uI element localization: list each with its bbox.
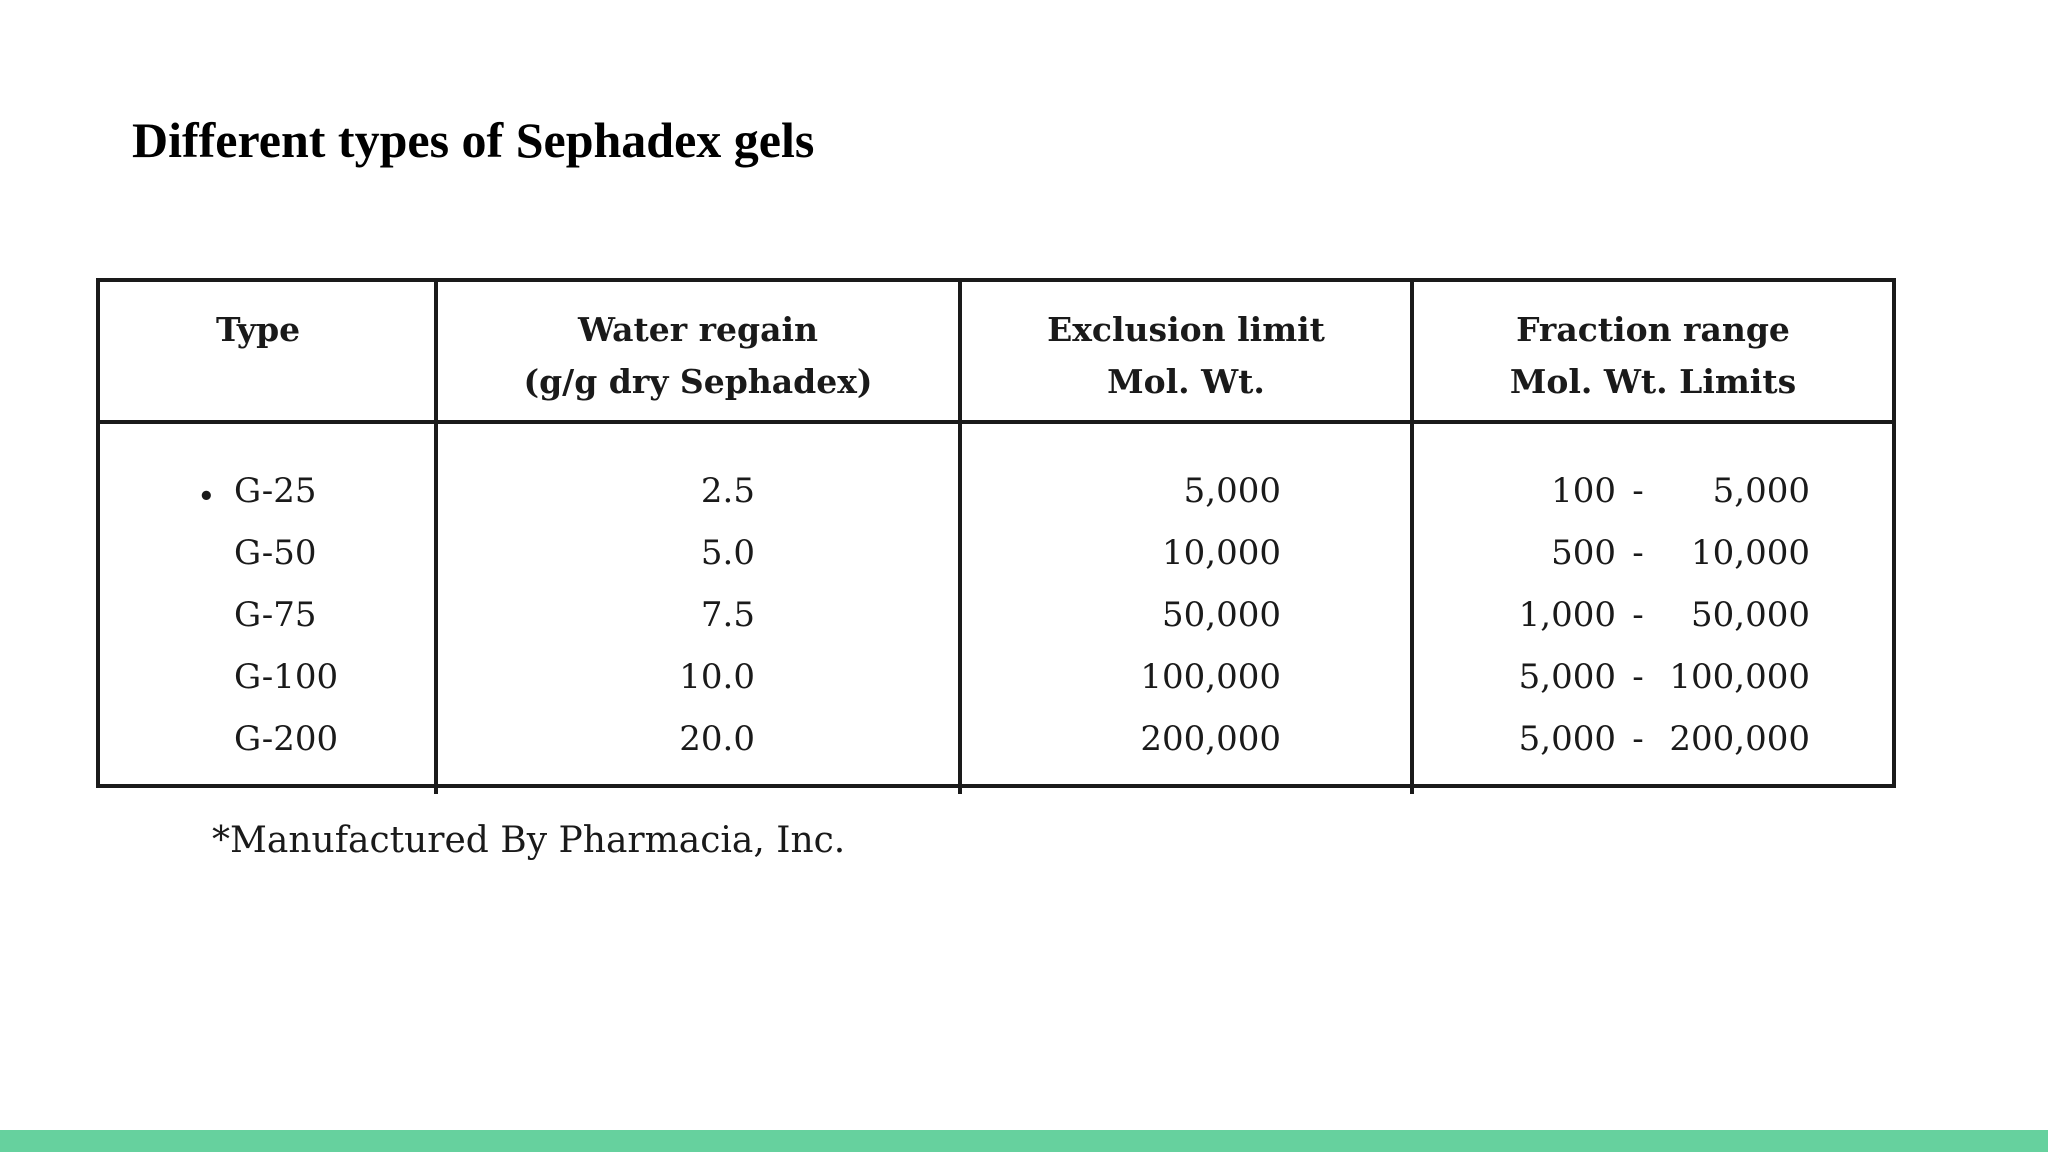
cell-water-regain [436, 646, 960, 708]
cell-type [100, 708, 436, 770]
cell-fraction-range [1412, 646, 1892, 708]
fraction-range-pair [1466, 719, 1810, 759]
fraction-range-separator: - [1632, 657, 1644, 697]
cell-fraction-range [1412, 708, 1892, 770]
cell-exclusion-limit-value: 100,000 [1140, 657, 1281, 697]
cell-exclusion-limit [960, 460, 1412, 522]
cell-type-value: G-100 [234, 657, 339, 697]
cell-water-regain-value: 7.5 [700, 595, 755, 635]
table-row [100, 522, 1892, 584]
cell-water-regain [436, 708, 960, 770]
fraction-range-separator: - [1632, 533, 1644, 573]
header-water-regain [436, 282, 960, 422]
cell-exclusion-limit-value: 50,000 [1162, 595, 1281, 635]
header-fraction-range [1412, 282, 1892, 422]
accent-bar [0, 1130, 2048, 1152]
cell-exclusion-limit [960, 584, 1412, 646]
header-water-regain-line1: Water regain [577, 310, 819, 349]
cell-exclusion-limit-value: 10,000 [1162, 533, 1281, 573]
header-exclusion-limit-line2: Mol. Wt. [1107, 362, 1265, 401]
header-fraction-range-line2: Mol. Wt. Limits [1509, 362, 1797, 401]
cell-type [100, 460, 436, 522]
fraction-range-pair [1466, 533, 1810, 573]
table-spacer [100, 770, 1892, 794]
cell-type-value: G-25 [234, 471, 317, 511]
cell-exclusion-limit [960, 646, 1412, 708]
table-header-row [100, 282, 1892, 422]
fraction-range-high: 5,000 [1712, 471, 1810, 511]
cell-fraction-range [1412, 584, 1892, 646]
fraction-range-separator: - [1632, 719, 1644, 759]
cell-water-regain-value: 5.0 [700, 533, 755, 573]
header-exclusion-limit [960, 282, 1412, 422]
slide-title: Different types of Sephadex gels [132, 112, 815, 168]
cell-water-regain-value: 10.0 [679, 657, 755, 697]
table-row [100, 708, 1892, 770]
cell-water-regain-value: 20.0 [679, 719, 755, 759]
cell-exclusion-limit [960, 708, 1412, 770]
cell-type-value: G-200 [234, 719, 339, 759]
cell-fraction-range [1412, 460, 1892, 522]
sephadex-table [96, 278, 1896, 788]
table-row [100, 646, 1892, 708]
fraction-range-high: 200,000 [1669, 719, 1810, 759]
cell-type [100, 584, 436, 646]
cell-exclusion-limit-value: 200,000 [1140, 719, 1281, 759]
header-exclusion-limit-line1: Exclusion limit [1047, 310, 1325, 349]
cell-fraction-range [1412, 522, 1892, 584]
fraction-range-low: 500 [1551, 533, 1616, 573]
cell-exclusion-limit [960, 522, 1412, 584]
fraction-range-low: 1,000 [1518, 595, 1616, 635]
cell-type-value: G-50 [234, 533, 317, 573]
cell-water-regain-value: 2.5 [700, 471, 755, 511]
cell-type [100, 522, 436, 584]
fraction-range-pair [1466, 471, 1810, 511]
table-row [100, 460, 1892, 522]
fraction-range-separator: - [1632, 471, 1644, 511]
fraction-range-high: 50,000 [1691, 595, 1810, 635]
cell-water-regain [436, 584, 960, 646]
header-water-regain-line2: (g/g dry Sephadex) [523, 362, 873, 401]
fraction-range-high: 100,000 [1669, 657, 1810, 697]
table-row [100, 584, 1892, 646]
header-type [100, 282, 436, 422]
cell-water-regain [436, 522, 960, 584]
fraction-range-pair [1466, 657, 1810, 697]
header-fraction-range-line1: Fraction range [1516, 310, 1790, 349]
cell-type-value: G-75 [234, 595, 317, 635]
footnote: *Manufactured By Pharmacia, Inc. [212, 820, 846, 861]
footnote-marker: • [198, 482, 215, 512]
fraction-range-pair [1466, 595, 1810, 635]
cell-water-regain [436, 460, 960, 522]
cell-exclusion-limit-value: 5,000 [1183, 471, 1281, 511]
sephadex-table-grid [100, 282, 1892, 794]
table-spacer [100, 422, 1892, 460]
cell-type [100, 646, 436, 708]
header-type-label: Type [216, 310, 301, 349]
fraction-range-low: 5,000 [1518, 657, 1616, 697]
fraction-range-separator: - [1632, 595, 1644, 635]
fraction-range-low: 5,000 [1518, 719, 1616, 759]
fraction-range-high: 10,000 [1691, 533, 1810, 573]
fraction-range-low: 100 [1551, 471, 1616, 511]
